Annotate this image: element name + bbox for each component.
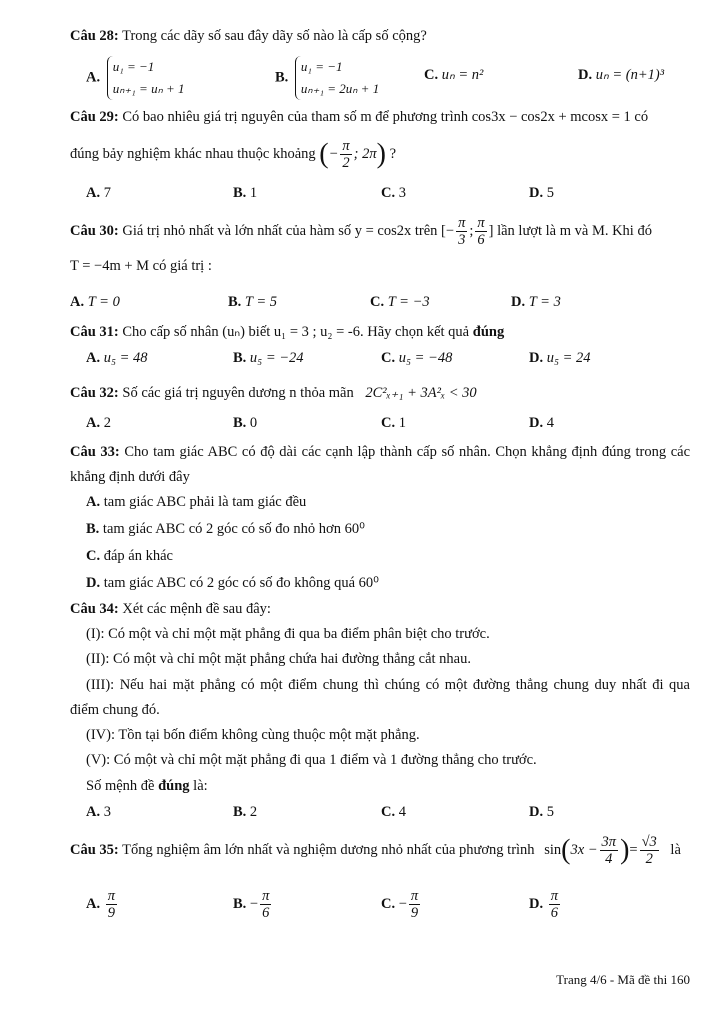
q33-stem: Câu 33: Cho tam giác ABC có độ dài các cạnh lập thành cấp số nhân. Chọn khẳng định đúng trong các <box>70 444 690 460</box>
q32-stem: Câu 32: Số các giá trị nguyên dương n thỏa mãn 2C²ₓ₊₁ + 3A²ₓ < 30 <box>70 385 477 401</box>
q30-option-d: D. T = 3 <box>511 294 561 310</box>
q31-option-c: C. u₅ = −48 <box>381 350 453 366</box>
q33-option-b: B. tam giác ABC có 2 góc có số đo nhỏ hơn 60⁰ <box>86 521 365 537</box>
q34-statement-3: (III): Nếu hai mặt phẳng có một điểm chung thì chúng có một đường thẳng chung duy nhất đi qua <box>86 677 690 693</box>
q31-option-a: A. u₅ = 48 <box>86 350 148 366</box>
q28-a-line1: u₁ = −1 <box>112 59 155 74</box>
q31-option-d: D. u₅ = 24 <box>529 350 591 366</box>
q30-option-a: A. T = 0 <box>70 294 120 310</box>
q34-option-a: A. 3 <box>86 804 111 820</box>
q30-option-c: C. T = −3 <box>370 294 430 310</box>
q32-option-d: D. 4 <box>529 415 554 431</box>
q32-option-c: C. 1 <box>381 415 406 431</box>
page-footer: Trang 4/6 - Mã đề thi 160 <box>556 972 690 987</box>
q29-stem-2: đúng bảy nghiệm khác nhau thuộc khoảng (− $\frac{\pi}{2}$ ; 2π) ? <box>70 138 397 171</box>
q31-stem: Câu 31: Cho cấp số nhân (uₙ) biết u₁ = 3 ; u₂ = -6. Hãy chọn kết quả đúng <box>70 324 505 340</box>
q34-statement-5: (V): Có một và chỉ một mặt phẳng đi qua 1 điểm và 1 đường thẳng cho trước. <box>86 752 537 768</box>
q33-option-c: C. đáp án khác <box>86 548 173 564</box>
q29-option-d: D. 5 <box>529 185 554 201</box>
q28-option-d: D. uₙ = (n+1)³ <box>578 67 665 83</box>
q35-option-a: A. $\frac{\pi}{9}$ <box>86 888 115 921</box>
q33-stem-2: khẳng định dưới đây <box>70 469 190 485</box>
q28-a-line2: uₙ₊₁ = uₙ + 1 <box>112 81 185 96</box>
q29-stem: Câu 29: Có bao nhiêu giá trị nguyên của tham số m để phương trình cos3x − cos2x + mcosx = 1 có <box>70 109 649 125</box>
q34-statement-3-cont: điểm chung đó. <box>70 702 160 718</box>
q34-option-d: D. 5 <box>529 804 554 820</box>
q30-stem: Câu 30: Giá trị nhỏ nhất và lớn nhất của hàm số y = cos2x trên [− $\frac{\pi}{3}$ ; $\frac{\pi}{6}$ ] lần lượt là m và M. Khi đó <box>70 215 652 248</box>
q30-stem-2: T = −4m + M có giá trị : <box>70 258 212 274</box>
q30-option-b: B. T = 5 <box>228 294 278 310</box>
q35-option-b: B. − $\frac{\pi}{6}$ <box>233 888 270 921</box>
q34-option-b: B. 2 <box>233 804 258 820</box>
q34-count-prompt: Số mệnh đề đúng là: <box>86 778 208 794</box>
q29-option-b: B. 1 <box>233 185 258 201</box>
q35-stem: Câu 35: Tổng nghiệm âm lớn nhất và nghiệm dương nhỏ nhất của phương trình sin(3x − $\frac{3\pi}{4}$ )= $\frac{√3}{2}$ là <box>70 834 681 867</box>
q28-option-b: B. u₁ = −1 uₙ₊₁ = 2uₙ + 1 <box>275 56 379 100</box>
q28-option-a: A. u₁ = −1 uₙ₊₁ = uₙ + 1 <box>86 56 185 100</box>
q35-option-d: D. $\frac{\pi}{6}$ <box>529 888 558 921</box>
q31-option-b: B. u₅ = −24 <box>233 350 304 366</box>
q33-option-a: A. tam giác ABC phải là tam giác đều <box>86 494 307 510</box>
q34-statement-2: (II): Có một và chỉ một mặt phẳng chứa hai đường thẳng cắt nhau. <box>86 651 471 667</box>
q28-stem: Câu 28: Trong các dãy số sau đây dãy số nào là cấp số cộng? <box>70 28 427 44</box>
q35-option-c: C. − $\frac{\pi}{9}$ <box>381 888 419 921</box>
q28-b-line2: uₙ₊₁ = 2uₙ + 1 <box>300 81 380 96</box>
q29-fraction: $\frac{\pi}{2}$ <box>342 138 350 171</box>
q33-option-d: D. tam giác ABC có 2 góc có số đo không quá 60⁰ <box>86 575 379 591</box>
q34-statement-4: (IV): Tồn tại bốn điểm không cùng thuộc một mặt phẳng. <box>86 727 420 743</box>
q32-option-a: A. 2 <box>86 415 111 431</box>
q29-option-c: C. 3 <box>381 185 406 201</box>
q32-option-b: B. 0 <box>233 415 258 431</box>
q34-option-c: C. 4 <box>381 804 406 820</box>
q28-option-c: C. uₙ = n² <box>424 67 484 83</box>
q29-option-a: A. 7 <box>86 185 111 201</box>
q28-b-line1: u₁ = −1 <box>300 59 343 74</box>
q34-statement-1: (I): Có một và chỉ một mặt phẳng đi qua ba điểm phân biệt cho trước. <box>86 626 490 642</box>
q34-stem: Câu 34: Xét các mệnh đề sau đây: <box>70 601 271 617</box>
